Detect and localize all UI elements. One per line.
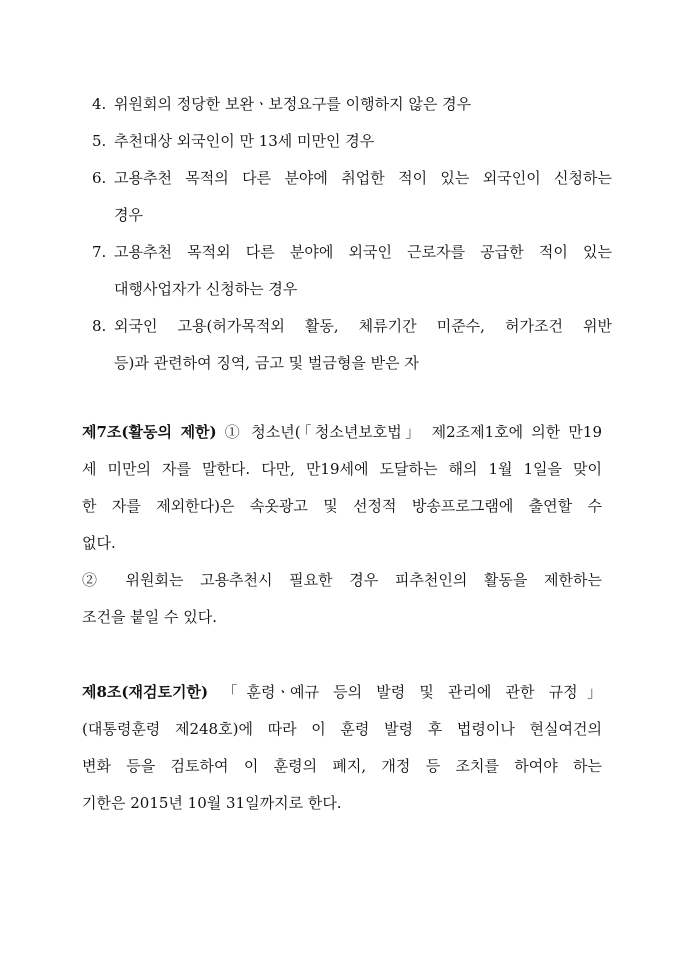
list-item-text: 고용추천 목적의 다른 분야에 취업한 적이 있는 외국인이 신청하는 <box>114 169 612 187</box>
list-item-text: 추천대상 외국인이 만 13세 미만인 경우 <box>114 132 375 150</box>
article-8 <box>82 674 602 822</box>
list-item-text: 위원회의 정당한 보완ㆍ보정요구를 이행하지 않은 경우 <box>114 95 472 113</box>
list-item-number: 8. <box>92 317 107 335</box>
article-7-title: 제7조(활동의 제한) <box>82 423 217 441</box>
article-7 <box>82 414 602 636</box>
list-item-number: 6. <box>92 169 107 187</box>
list-item <box>92 234 612 271</box>
list-item-number: 5. <box>92 132 107 150</box>
list-item-text: 대행사업자가 신청하는 경우 <box>114 280 298 298</box>
article-8-line: (대통령훈령 제248호)에 따라 이 훈령 발령 후 법령이나 현실여건의 <box>82 720 602 738</box>
list-item-number: 7. <box>92 243 107 261</box>
list-item <box>92 308 612 345</box>
list-item-text: 경우 <box>114 206 143 224</box>
list-item <box>92 160 612 197</box>
article-8-line: 기한은 2015년 10월 31일까지로 한다. <box>82 794 342 812</box>
list-item <box>92 86 612 123</box>
article-7-line: 한 자를 제외한다)은 속옷광고 및 선정적 방송프로그램에 출연할 수 <box>82 497 602 515</box>
list-item-text: 외국인 고용(허가목적외 활동, 체류기간 미준수, 허가조건 위반 <box>114 317 612 335</box>
exclusion-list <box>92 86 612 382</box>
list-item-number: 4. <box>92 95 107 113</box>
article-8-line: 변화 등을 검토하여 이 훈령의 폐지, 개정 등 조치를 하여야 하는 <box>82 757 602 775</box>
list-item-continuation <box>92 197 612 234</box>
list-item-text: 등)과 관련하여 징역, 금고 및 벌금형을 받은 자 <box>114 354 419 372</box>
article-8-line <box>82 674 602 711</box>
list-item-continuation <box>92 271 612 308</box>
article-7-line: 조건을 붙일 수 있다. <box>82 608 217 626</box>
list-item <box>92 123 612 160</box>
article-8-text: 「훈령ㆍ예규 등의 발령 및 관리에 관한 규정」 <box>208 683 602 701</box>
article-7-line: ② 위원회는 고용추천시 필요한 경우 피추천인의 활동을 제한하는 <box>82 571 602 589</box>
article-7-text: ① 청소년(「청소년보호법」 제2조제1호에 의한 만19 <box>216 423 602 441</box>
article-7-line: 세 미만의 자를 말한다. 다만, 만19세에 도달하는 해의 1월 1일을 맞이 <box>82 460 602 478</box>
list-item-text: 고용추천 목적외 다른 분야에 외국인 근로자를 공급한 적이 있는 <box>114 243 612 261</box>
article-7-line: 없다. <box>82 534 116 552</box>
article-7-line <box>82 414 602 451</box>
list-item-continuation <box>92 345 612 382</box>
article-8-title: 제8조(재검토기한) <box>82 683 209 701</box>
